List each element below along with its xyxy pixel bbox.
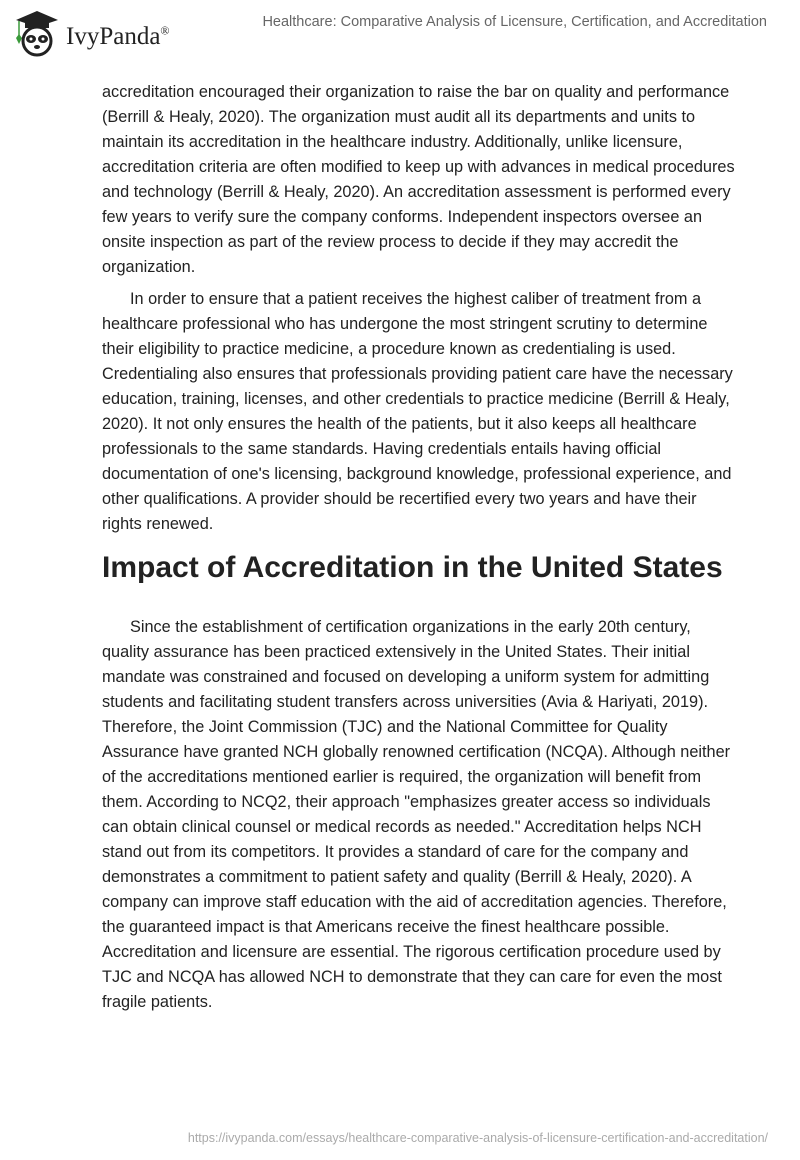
paragraph-line: Since the establishment of certification organizations in the early 20th century, [130,618,691,636]
paragraph-line: stand out from its competitors. It provides a standard of care for the company and [102,843,689,861]
paragraph-line: Credentialing also ensures that professionals providing patient care have the necessary [102,365,733,383]
paragraph-line: Accreditation and licensure are essential. The rigorous certification procedure used by [102,943,721,961]
paragraph-line: company can improve staff education with the aid of accreditation agencies. Therefore, [102,893,727,911]
paragraph-line: students and facilitating student transfers across universities (Avia & Hariyati, 2019). [102,693,709,711]
paragraph-line: and technology (Berrill & Healy, 2020). An accreditation assessment is performed every [102,183,731,201]
paragraph-line: education, training, licenses, and other credentials to practice medicine (Berrill & Healy, [102,390,730,408]
paragraph-line: (Berrill & Healy, 2020). The organization must audit all its departments and units to [102,108,696,126]
paragraph-line: mandate was constrained and focused on developing a uniform system for admitting [102,668,710,686]
paragraph-line: of the accreditations mentioned earlier is required, the organization will benefit from [102,768,702,786]
paragraph-line: maintain its accreditation in the healthcare industry. Additionally, unlike licensure, [102,133,683,151]
paragraph-line: accreditation criteria are often modified to keep up with advances in medical procedures [102,158,735,176]
ivypanda-logo[interactable] [12,8,170,58]
paragraph-1 [102,80,762,280]
document-title: Healthcare: Comparative Analysis of Licensure, Certification, and Accreditation [262,14,767,30]
paragraph-3 [102,615,762,1015]
paragraph-line: fragile patients. [102,993,213,1011]
paragraph-line: other qualifications. A provider should be recertified every two years and have their [102,490,697,508]
paragraph-line: their eligibility to practice medicine, a procedure known as credentialing is used. [102,340,676,358]
paragraph-line: quality assurance has been practiced extensively in the United States. Their initial [102,643,690,661]
paragraph-line: documentation of one's licensing, background knowledge, professional experience, and [102,465,732,483]
paragraph-line: TJC and NCQA has allowed NCH to demonstrate that they can care for even the most [102,968,722,986]
panda-graduate-icon [12,8,62,58]
paragraph-line: demonstrates a commitment to patient safety and quality (Berrill & Healy, 2020). A [102,868,692,886]
paragraph-line: healthcare professional who has undergone the most stringent scrutiny to determine [102,315,708,333]
paragraph-line: onsite inspection as part of the review process to decide if they may accredit the [102,233,679,251]
section-heading: Impact of Accreditation in the United States [102,551,723,584]
logo-text: IvyPanda® [66,23,170,50]
source-url[interactable]: https://ivypanda.com/essays/healthcare-comparative-analysis-of-licensure-certification-and-accreditation/ [187,1131,768,1145]
paragraph-line: In order to ensure that a patient receives the highest caliber of treatment from a [130,290,702,308]
paragraph-line: accreditation encouraged their organization to raise the bar on quality and performance [102,83,730,101]
paragraph-line: Assurance have granted NCH globally renowned certification (NCQA). Although neither [102,743,731,761]
paragraph-line: professionals to the same standards. Having credentials entails having official [102,440,661,458]
paragraph-line: them. According to NCQ2, their approach "emphasizes greater access so individuals [102,793,711,811]
paragraph-line: 2020). It not only ensures the health of the patients, but it also keeps all healthcare [102,415,697,433]
paragraph-line: rights renewed. [102,515,214,533]
paragraph-line: Therefore, the Joint Commission (TJC) and the National Committee for Quality [102,718,668,736]
paragraph-line: organization. [102,258,196,276]
paragraph-line: the guaranteed impact is that Americans receive the finest healthcare possible. [102,918,670,936]
paragraph-line: few years to verify sure the company conforms. Independent inspectors oversee an [102,208,703,226]
paragraph-2 [102,287,762,537]
paragraph-line: can obtain clinical counsel or medical records as needed." Accreditation helps NCH [102,818,702,836]
